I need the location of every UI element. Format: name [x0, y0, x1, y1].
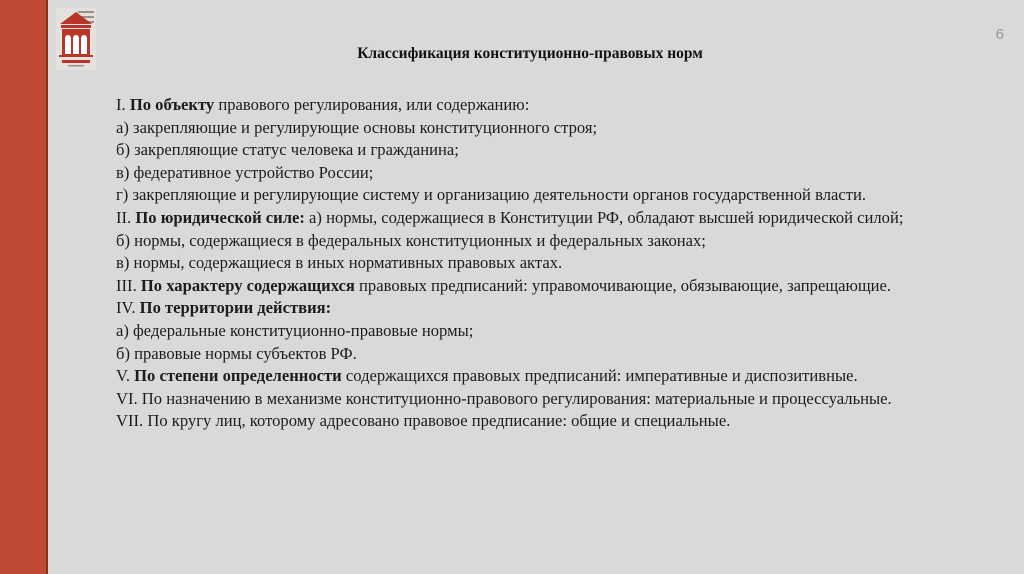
list-item: в) нормы, содержащиеся в иных нормативных правовых актах. — [116, 253, 563, 273]
list-item: III. По характеру содержащихся правовых предписаний: управомочивающие, обязывающие, запрещающие. — [116, 275, 892, 295]
list-item: II. По юридической силе: а) нормы, содержащиеся в Конституции РФ, обладают высшей юридической силой; — [116, 207, 904, 227]
classification-list — [116, 94, 980, 433]
slide-number: 6 — [995, 26, 1004, 43]
list-item: V. По степени определенности содержащихся правовых предписаний: императивные и диспозитивные. — [116, 366, 858, 386]
list-item: VII. По кругу лиц, которому адресовано правовое предписание: общие и специальные. — [116, 411, 731, 431]
list-item: в) федеративное устройство России; — [116, 162, 374, 182]
list-item: IV. По территории действия: — [116, 298, 332, 318]
list-item: б) правовые нормы субъектов РФ. — [116, 343, 357, 363]
list-item: а) федеральные конституционно-правовые нормы; — [116, 320, 474, 340]
list-item: б) закрепляющие статус человека и гражданина; — [116, 140, 459, 160]
left-accent-strip — [0, 0, 46, 574]
list-item: б) нормы, содержащиеся в федеральных конституционных и федеральных законах; — [116, 230, 706, 250]
list-item: VI. По назначению в механизме конституционно-правового регулирования: материальные и процессуальные. — [116, 388, 892, 408]
university-building-logo-icon — [56, 8, 96, 70]
list-item: а) закрепляющие и регулирующие основы конституционного строя; — [116, 117, 598, 137]
left-accent-strip-edge — [46, 0, 48, 574]
list-item: г) закрепляющие и регулирующие систему и организацию деятельности органов государственной власти. — [116, 185, 866, 205]
list-item: I. По объекту правового регулирования, или содержанию: — [116, 95, 530, 114]
slide-title: Классификация конституционно-правовых норм — [357, 45, 703, 62]
